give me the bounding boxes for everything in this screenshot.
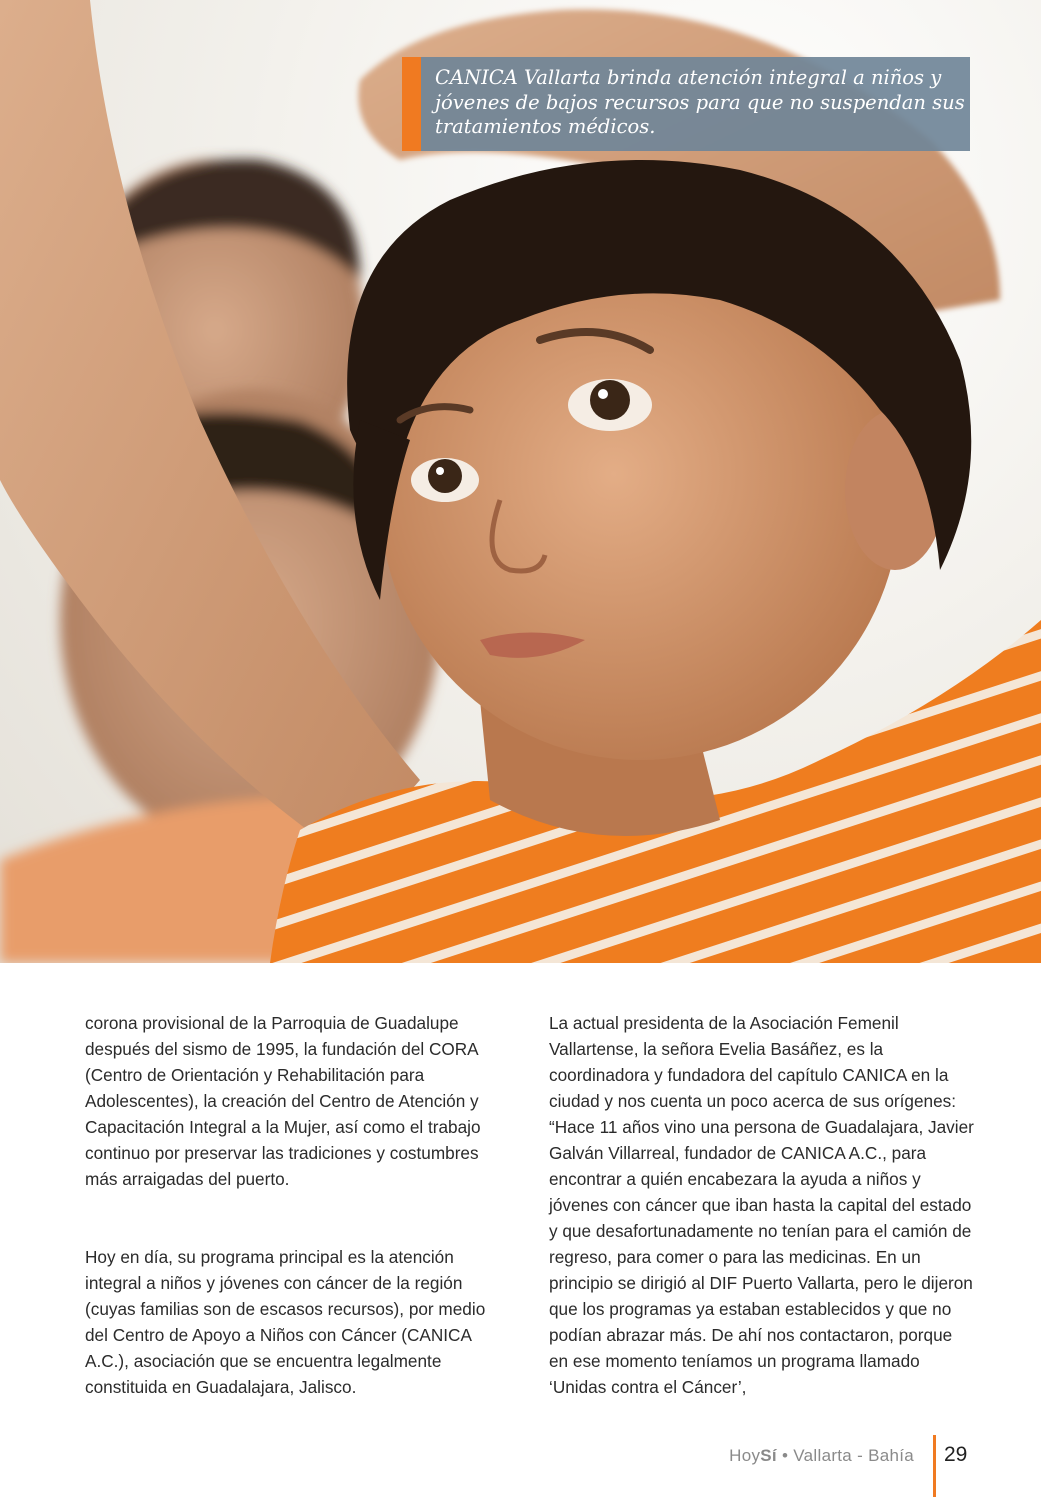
article-left-column: [85, 1010, 505, 1400]
caption-accent-bar: [402, 57, 421, 151]
brand-prefix: Hoy: [729, 1446, 761, 1465]
footer-brand: [729, 1446, 914, 1466]
page-number: 29: [944, 1443, 968, 1466]
paragraph: Hoy en día, su programa principal es la atención integral a niños y jóvenes con cáncer de la región (cuyas familias son de escasos recursos), por medio del Centro de Apoyo a Niños con Cáncer (CANICA A.C.), asociación que se encuentra legalmente constituida en Guadalajara, Jalisco.: [85, 1247, 486, 1397]
footer-divider: [933, 1435, 936, 1497]
paragraph: La actual presidenta de la Asociación Femenil Vallartense, la señora Evelia Basáñez, es la coordinadora y fundadora del capítulo CANICA en la ciudad y nos cuenta un poco acerca de sus orígenes: “Hace 11 años vino una persona de Guadalajara, Javier Galván Villarreal, fundador de CANICA A.C., para encontrar a quién encabezara la ayuda a niños y jóvenes con cáncer que iban hasta la capital del estado y que desafortunadamente no tenían para el camión de regreso, para comer o para las medicinas. En un principio se dirigió al DIF Puerto Vallarta, pero le dijeron que los programas ya estaban establecidos y que no podían abrazar más. De ahí nos contactaron, porque en ese momento teníamos un programa llamado ‘Unidas contra el Cáncer’,: [549, 1013, 974, 1397]
article-right-column: [549, 1010, 974, 1400]
caption-text: CANICA Vallarta brinda atención integral a niños y jóvenes de bajos recursos para que no suspendan sus tratamientos médicos.: [435, 66, 965, 138]
paragraph: corona provisional de la Parroquia de Guadalupe después del sismo de 1995, la fundación del CORA (Centro de Orientación y Rehabilitación para Adolescentes), la creación del Centro de Atención y Capacitación Integral a la Mujer, así como el trabajo continuo por preservar las tradiciones y costumbres más arraigadas del puerto.: [85, 1013, 481, 1189]
brand-section: Vallarta - Bahía: [793, 1446, 914, 1465]
brand-bold: Sí: [760, 1446, 777, 1465]
brand-separator: •: [776, 1446, 794, 1465]
photo-caption: [402, 57, 970, 151]
main-child-face: [347, 160, 971, 760]
